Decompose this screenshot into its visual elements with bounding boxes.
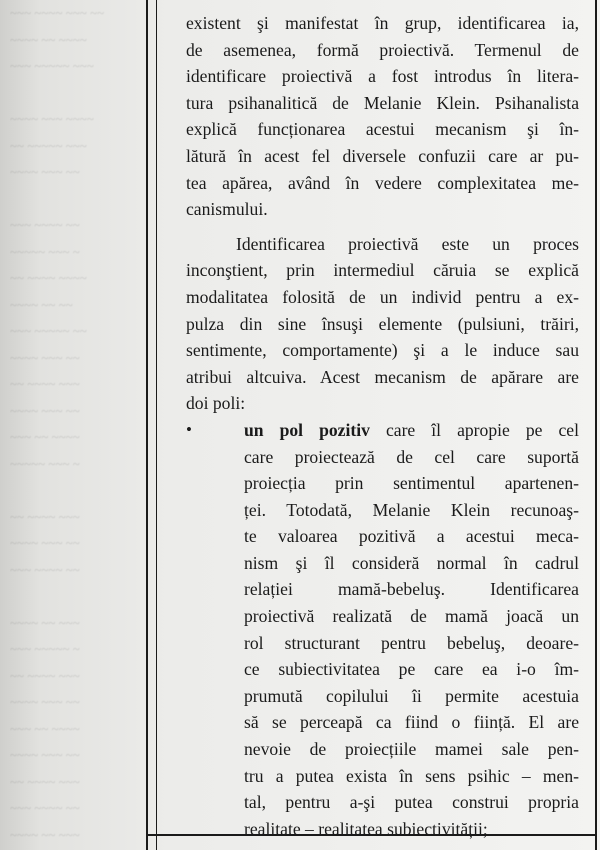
text-line: tura psihanalitică de Melanie Klein. Psihanalista: [186, 92, 579, 113]
text-line: realitate – realitatea subiectivității;: [244, 818, 488, 839]
text-line: nevoie de proiecțiile mamei sale pen-: [244, 739, 579, 760]
text-line: proiectivă realizată de mamă joacă un: [244, 606, 579, 627]
text-line: doi poli:: [186, 393, 246, 414]
text-line: tal, pentru a-şi putea construi propria: [244, 792, 579, 813]
text-line: existent şi manifestat în grup, identificarea ia,: [186, 13, 579, 33]
text-line: identificare proiectivă a fost introdus în litera-: [186, 66, 579, 87]
text-line: canismului.: [186, 199, 268, 220]
bullet-list-item: [186, 417, 579, 843]
table-border-inner-right: [595, 0, 597, 850]
text-line: pulza din sine însuşi elemente (pulsiuni, trăiri,: [186, 313, 579, 334]
text-line: ce subiectivitatea pe care ea i-o îm-: [244, 659, 579, 680]
text-line: atribui altcuiva. Acest mecanism de apărare are: [186, 366, 579, 387]
text-line: prumută copilului îi permite acestuia: [244, 685, 579, 706]
text-line: tru a putea exista în sens psihic – men-: [244, 765, 579, 786]
text-line: sentimente, comportamente) şi a le induce sau: [186, 340, 579, 361]
text-line: te valoarea pozitivă a acestui meca-: [244, 526, 579, 547]
text-line: Identificarea proiectivă este un proces: [236, 233, 579, 254]
table-border-outer-left: [146, 0, 148, 850]
text-line: proiecția prin sentimentul apartenen-: [244, 473, 579, 494]
text-line: ței. Totodată, Melanie Klein recunoaş-: [244, 499, 579, 520]
text-line: rol structurant pentru bebeluş, deoare-: [244, 632, 579, 653]
text-line: de asemenea, formă proiectivă. Termenul de: [186, 39, 579, 60]
text-fragment: care îl apropie pe cel: [369, 419, 579, 440]
text-line: explică funcționarea acestui mecanism şi în-: [186, 119, 579, 140]
text-line: tea apărea, având în vedere complexitatea me-: [186, 172, 579, 193]
bullet-symbol: •: [186, 419, 192, 439]
bullet-first-line: [244, 417, 579, 444]
bold-term: un pol pozitiv: [244, 419, 370, 440]
paragraph-1: [186, 10, 579, 223]
text-line: să se perceapă ca fiind o ființă. El are: [244, 712, 579, 733]
text-line: inconştient, prin intermediul căruia se explică: [186, 260, 579, 281]
text-column: [186, 10, 579, 842]
text-line: lătură în acest fel diversele confuzii care ar pu-: [186, 145, 579, 166]
text-line: care proiectează de cel care suportă: [244, 446, 579, 467]
text-line: modalitatea folosită de un individ pentru a ex-: [186, 286, 579, 307]
text-line: relației mamă-bebeluş. Identificarea: [244, 579, 579, 600]
show-through-text: ~~~ ~~~~ ~~~ ~~ ~~~~ ~~ ~~~~ ~~~ ~~~~~ ~~~ ~~~~ ~~~ ~~~~ ~~ ~~~~~ ~~~ ~~~~ ~~~ ~~ ~~~ ~~~~ ~~ ~~~~~ ~~~ ~ ~~ ~~~~ ~~~~ ~~~~ ~~ ~~ ~~~ ~~~~~ ~~ ~~~~ ~~~ ~~ ~~ ~~~~ ~~~ ~~~~ ~~~ ~~ ~~~ ~~ ~~~~ ~~~~~ ~~~ ~ ~~ ~~~~ ~~~ ~~~~ ~~~ ~~ ~~~ ~~~~ ~~ ~~~~ ~~ ~~~ ~~~ ~~~~~ ~ ~~ ~~~~ ~~~ ~~~~ ~~~ ~~ ~~~ ~~ ~~~~ ~~~~ ~~~ ~~ ~~ ~~~~ ~~~ ~~~ ~~~~ ~~ ~~~~ ~~ ~~~: [10, 5, 105, 842]
text-line: nism şi îl consideră normal în cadrul: [244, 552, 579, 573]
table-border-inner-left: [156, 0, 157, 850]
paragraph-2: [186, 231, 579, 417]
